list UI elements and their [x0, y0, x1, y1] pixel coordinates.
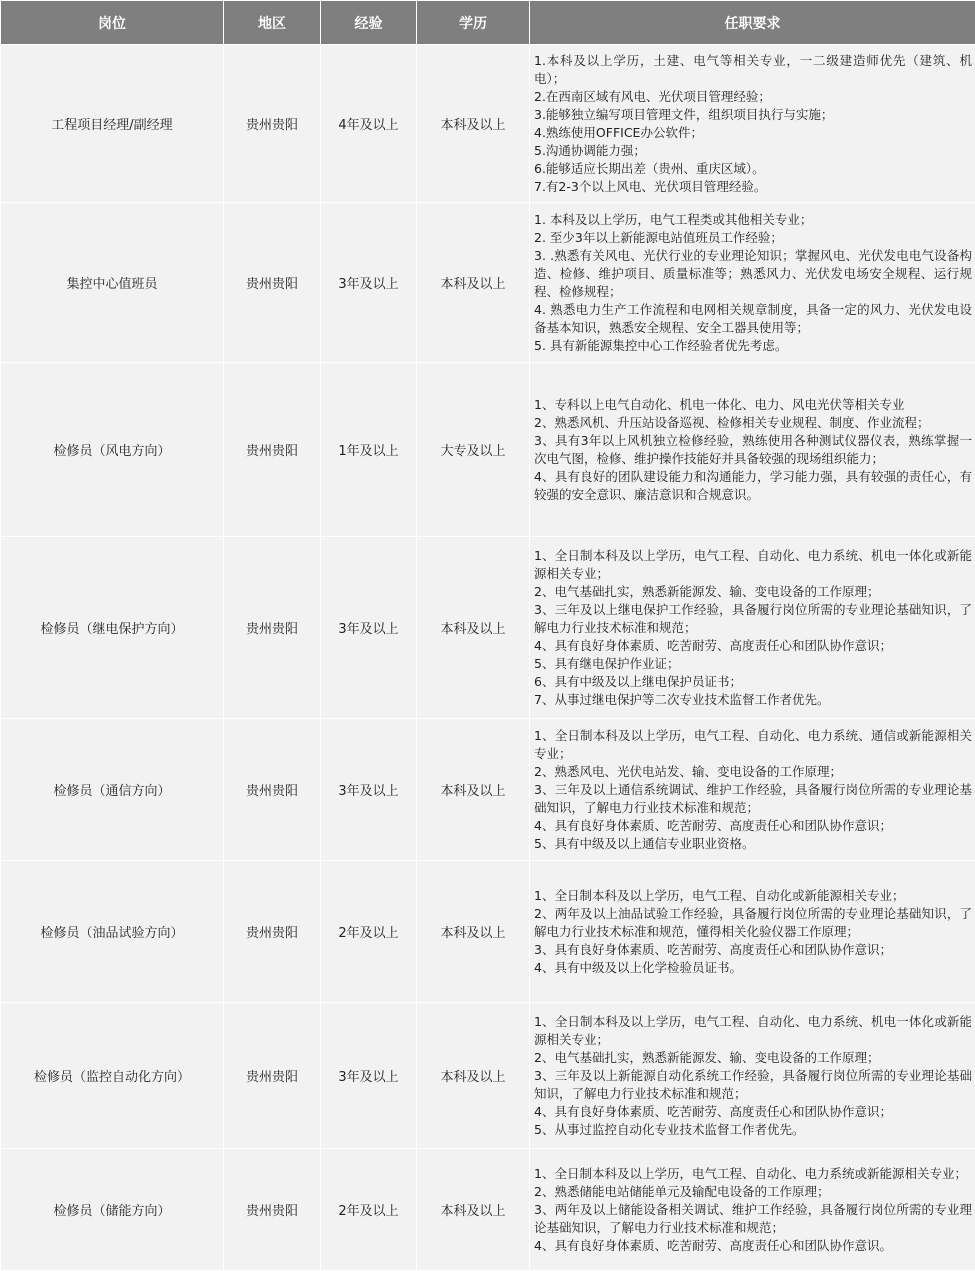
requirement-item: 4.熟练使用OFFICE办公软件；: [534, 124, 972, 142]
requirement-item: 4、具有良好身体素质、吃苦耐劳、高度责任心和团队协作意识；: [534, 817, 972, 835]
requirement-item: 3、具有良好身体素质、吃苦耐劳、高度责任心和团队协作意识；: [534, 941, 972, 959]
experience-cell: 1年及以上: [321, 363, 417, 537]
experience-cell: 2年及以上: [321, 1149, 417, 1271]
requirement-item: 1、全日制本科及以上学历，电气工程、自动化、电力系统、机电一体化或新能源相关专业；: [534, 1013, 972, 1049]
requirement-item: 3、两年及以上储能设备相关调试、维护工作经验，具备履行岗位所需的专业理论基础知识，了解电力行业技术标准和规范；: [534, 1201, 972, 1237]
requirement-item: 2. 至少3年以上新能源电站值班员工作经验；: [534, 229, 972, 247]
requirement-item: 1、全日制本科及以上学历，电气工程、自动化、电力系统、机电一体化或新能源相关专业；: [534, 547, 972, 583]
requirement-item: 1. 本科及以上学历，电气工程类或其他相关专业；: [534, 211, 972, 229]
requirements-cell: [530, 1149, 975, 1271]
region-cell: 贵州贵阳: [224, 363, 321, 537]
header-experience: 经验: [321, 1, 417, 45]
requirement-item: 5、具有继电保护作业证；: [534, 655, 972, 673]
requirement-item: 5、从事过监控自动化专业技术监督工作者优先。: [534, 1121, 972, 1139]
requirement-item: 2、熟悉风机、升压站设备巡视、检修相关专业规程、制度、作业流程；: [534, 414, 972, 432]
requirement-item: 4、具有良好身体素质、吃苦耐劳、高度责任心和团队协作意识；: [534, 1103, 972, 1121]
region-cell: 贵州贵阳: [224, 1003, 321, 1149]
education-cell: 大专及以上: [417, 363, 530, 537]
requirement-item: 2、电气基础扎实，熟悉新能源发、输、变电设备的工作原理；: [534, 1049, 972, 1067]
education-cell: 本科及以上: [417, 861, 530, 1003]
region-cell: 贵州贵阳: [224, 537, 321, 719]
experience-cell: 3年及以上: [321, 1003, 417, 1149]
position-cell: 工程项目经理/副经理: [1, 45, 224, 203]
education-cell: 本科及以上: [417, 203, 530, 363]
requirement-item: 3、三年及以上继电保护工作经验，具备履行岗位所需的专业理论基础知识，了解电力行业技术标准和规范；: [534, 601, 972, 637]
education-cell: 本科及以上: [417, 719, 530, 861]
requirement-item: 2、熟悉储能电站储能单元及输配电设备的工作原理；: [534, 1183, 972, 1201]
education-cell: 本科及以上: [417, 537, 530, 719]
requirement-item: 5. 具有新能源集控中心工作经验者优先考虑。: [534, 337, 972, 355]
requirement-item: 2、两年及以上油品试验工作经验，具备履行岗位所需的专业理论基础知识，了解电力行业技术标准和规范，懂得相关化验仪器工作原理；: [534, 905, 972, 941]
position-cell: 检修员（风电方向）: [1, 363, 224, 537]
region-cell: 贵州贵阳: [224, 203, 321, 363]
requirements-cell: [530, 363, 975, 537]
region-cell: 贵州贵阳: [224, 719, 321, 861]
requirement-item: 2、电气基础扎实，熟悉新能源发、输、变电设备的工作原理；: [534, 583, 972, 601]
education-cell: 本科及以上: [417, 1149, 530, 1271]
experience-cell: 4年及以上: [321, 45, 417, 203]
education-cell: 本科及以上: [417, 45, 530, 203]
requirements-cell: [530, 203, 975, 363]
header-requirements: 任职要求: [530, 1, 975, 45]
requirement-item: 3、具有3年以上风机独立检修经验，熟练使用各种测试仪器仪表，熟练掌握一次电气图，检修、维护操作技能好并具备较强的现场组织能力；: [534, 432, 972, 468]
position-cell: 检修员（通信方向）: [1, 719, 224, 861]
position-cell: 检修员（监控自动化方向）: [1, 1003, 224, 1149]
requirement-item: 1、全日制本科及以上学历，电气工程、自动化、电力系统、通信或新能源相关专业；: [534, 727, 972, 763]
requirement-item: 7.有2-3个以上风电、光伏项目管理经验。: [534, 178, 972, 196]
requirement-item: 1、全日制本科及以上学历，电气工程、自动化、电力系统或新能源相关专业；: [534, 1165, 972, 1183]
header-row: [1, 1, 975, 45]
header-region: 地区: [224, 1, 321, 45]
header-position: 岗位: [1, 1, 224, 45]
requirement-item: 3、三年及以上新能源自动化系统工作经验，具备履行岗位所需的专业理论基础知识，了解电力行业技术标准和规范；: [534, 1067, 972, 1103]
requirement-item: 7、从事过继电保护等二次专业技术监督工作者优先。: [534, 691, 972, 709]
requirement-item: 1、专科以上电气自动化、机电一体化、电力、风电光伏等相关专业: [534, 396, 972, 414]
table-row: [1, 861, 975, 1003]
requirements-cell: [530, 1003, 975, 1149]
table-row: [1, 203, 975, 363]
requirement-item: 5、具有中级及以上通信专业职业资格。: [534, 835, 972, 853]
region-cell: 贵州贵阳: [224, 1149, 321, 1271]
requirements-cell: [530, 45, 975, 203]
table-row: [1, 1149, 975, 1271]
requirements-cell: [530, 537, 975, 719]
job-table-body: [1, 45, 975, 1271]
requirement-item: 4、具有良好身体素质、吃苦耐劳、高度责任心和团队协作意识；: [534, 637, 972, 655]
position-cell: 检修员（继电保护方向）: [1, 537, 224, 719]
region-cell: 贵州贵阳: [224, 861, 321, 1003]
requirement-item: 4. 熟悉电力生产工作流程和电网相关规章制度，具备一定的风力、光伏发电设备基本知识，熟悉安全规程、安全工器具使用等；: [534, 301, 972, 337]
requirements-cell: [530, 719, 975, 861]
requirement-item: 3、三年及以上通信系统调试、维护工作经验，具备履行岗位所需的专业理论基础知识，了解电力行业技术标准和规范；: [534, 781, 972, 817]
table-row: [1, 719, 975, 861]
position-cell: 检修员（油品试验方向）: [1, 861, 224, 1003]
experience-cell: 3年及以上: [321, 203, 417, 363]
education-cell: 本科及以上: [417, 1003, 530, 1149]
requirement-item: 3.能够独立编写项目管理文件，组织项目执行与实施；: [534, 106, 972, 124]
header-education: 学历: [417, 1, 530, 45]
experience-cell: 2年及以上: [321, 861, 417, 1003]
requirement-item: 2、熟悉风电、光伏电站发、输、变电设备的工作原理；: [534, 763, 972, 781]
requirement-item: 5.沟通协调能力强；: [534, 142, 972, 160]
position-cell: 检修员（储能方向）: [1, 1149, 224, 1271]
table-row: [1, 537, 975, 719]
experience-cell: 3年及以上: [321, 719, 417, 861]
table-row: [1, 45, 975, 203]
requirement-item: 4、具有良好身体素质、吃苦耐劳、高度责任心和团队协作意识。: [534, 1237, 972, 1255]
requirement-item: 2.在西南区域有风电、光伏项目管理经验；: [534, 88, 972, 106]
requirement-item: 4、具有良好的团队建设能力和沟通能力，学习能力强，具有较强的责任心，有较强的安全意识、廉洁意识和合规意识。: [534, 468, 972, 504]
experience-cell: 3年及以上: [321, 537, 417, 719]
table-row: [1, 363, 975, 537]
requirement-item: 6.能够适应长期出差（贵州、重庆区域）。: [534, 160, 972, 178]
requirement-item: 6、具有中级及以上继电保护员证书；: [534, 673, 972, 691]
region-cell: 贵州贵阳: [224, 45, 321, 203]
requirement-item: 4、具有中级及以上化学检验员证书。: [534, 959, 972, 977]
requirement-item: 1.本科及以上学历，土建、电气等相关专业，一二级建造师优先（建筑、机电）；: [534, 52, 972, 88]
position-cell: 集控中心值班员: [1, 203, 224, 363]
requirement-item: 3. .熟悉有关风电、光伏行业的专业理论知识；掌握风电、光伏发电电气设备构造、检修、维护项目、质量标准等；熟悉风力、光伏发电场安全规程、运行规程、检修规程；: [534, 247, 972, 301]
requirement-item: 1、全日制本科及以上学历，电气工程、自动化或新能源相关专业；: [534, 887, 972, 905]
requirements-cell: [530, 861, 975, 1003]
table-row: [1, 1003, 975, 1149]
